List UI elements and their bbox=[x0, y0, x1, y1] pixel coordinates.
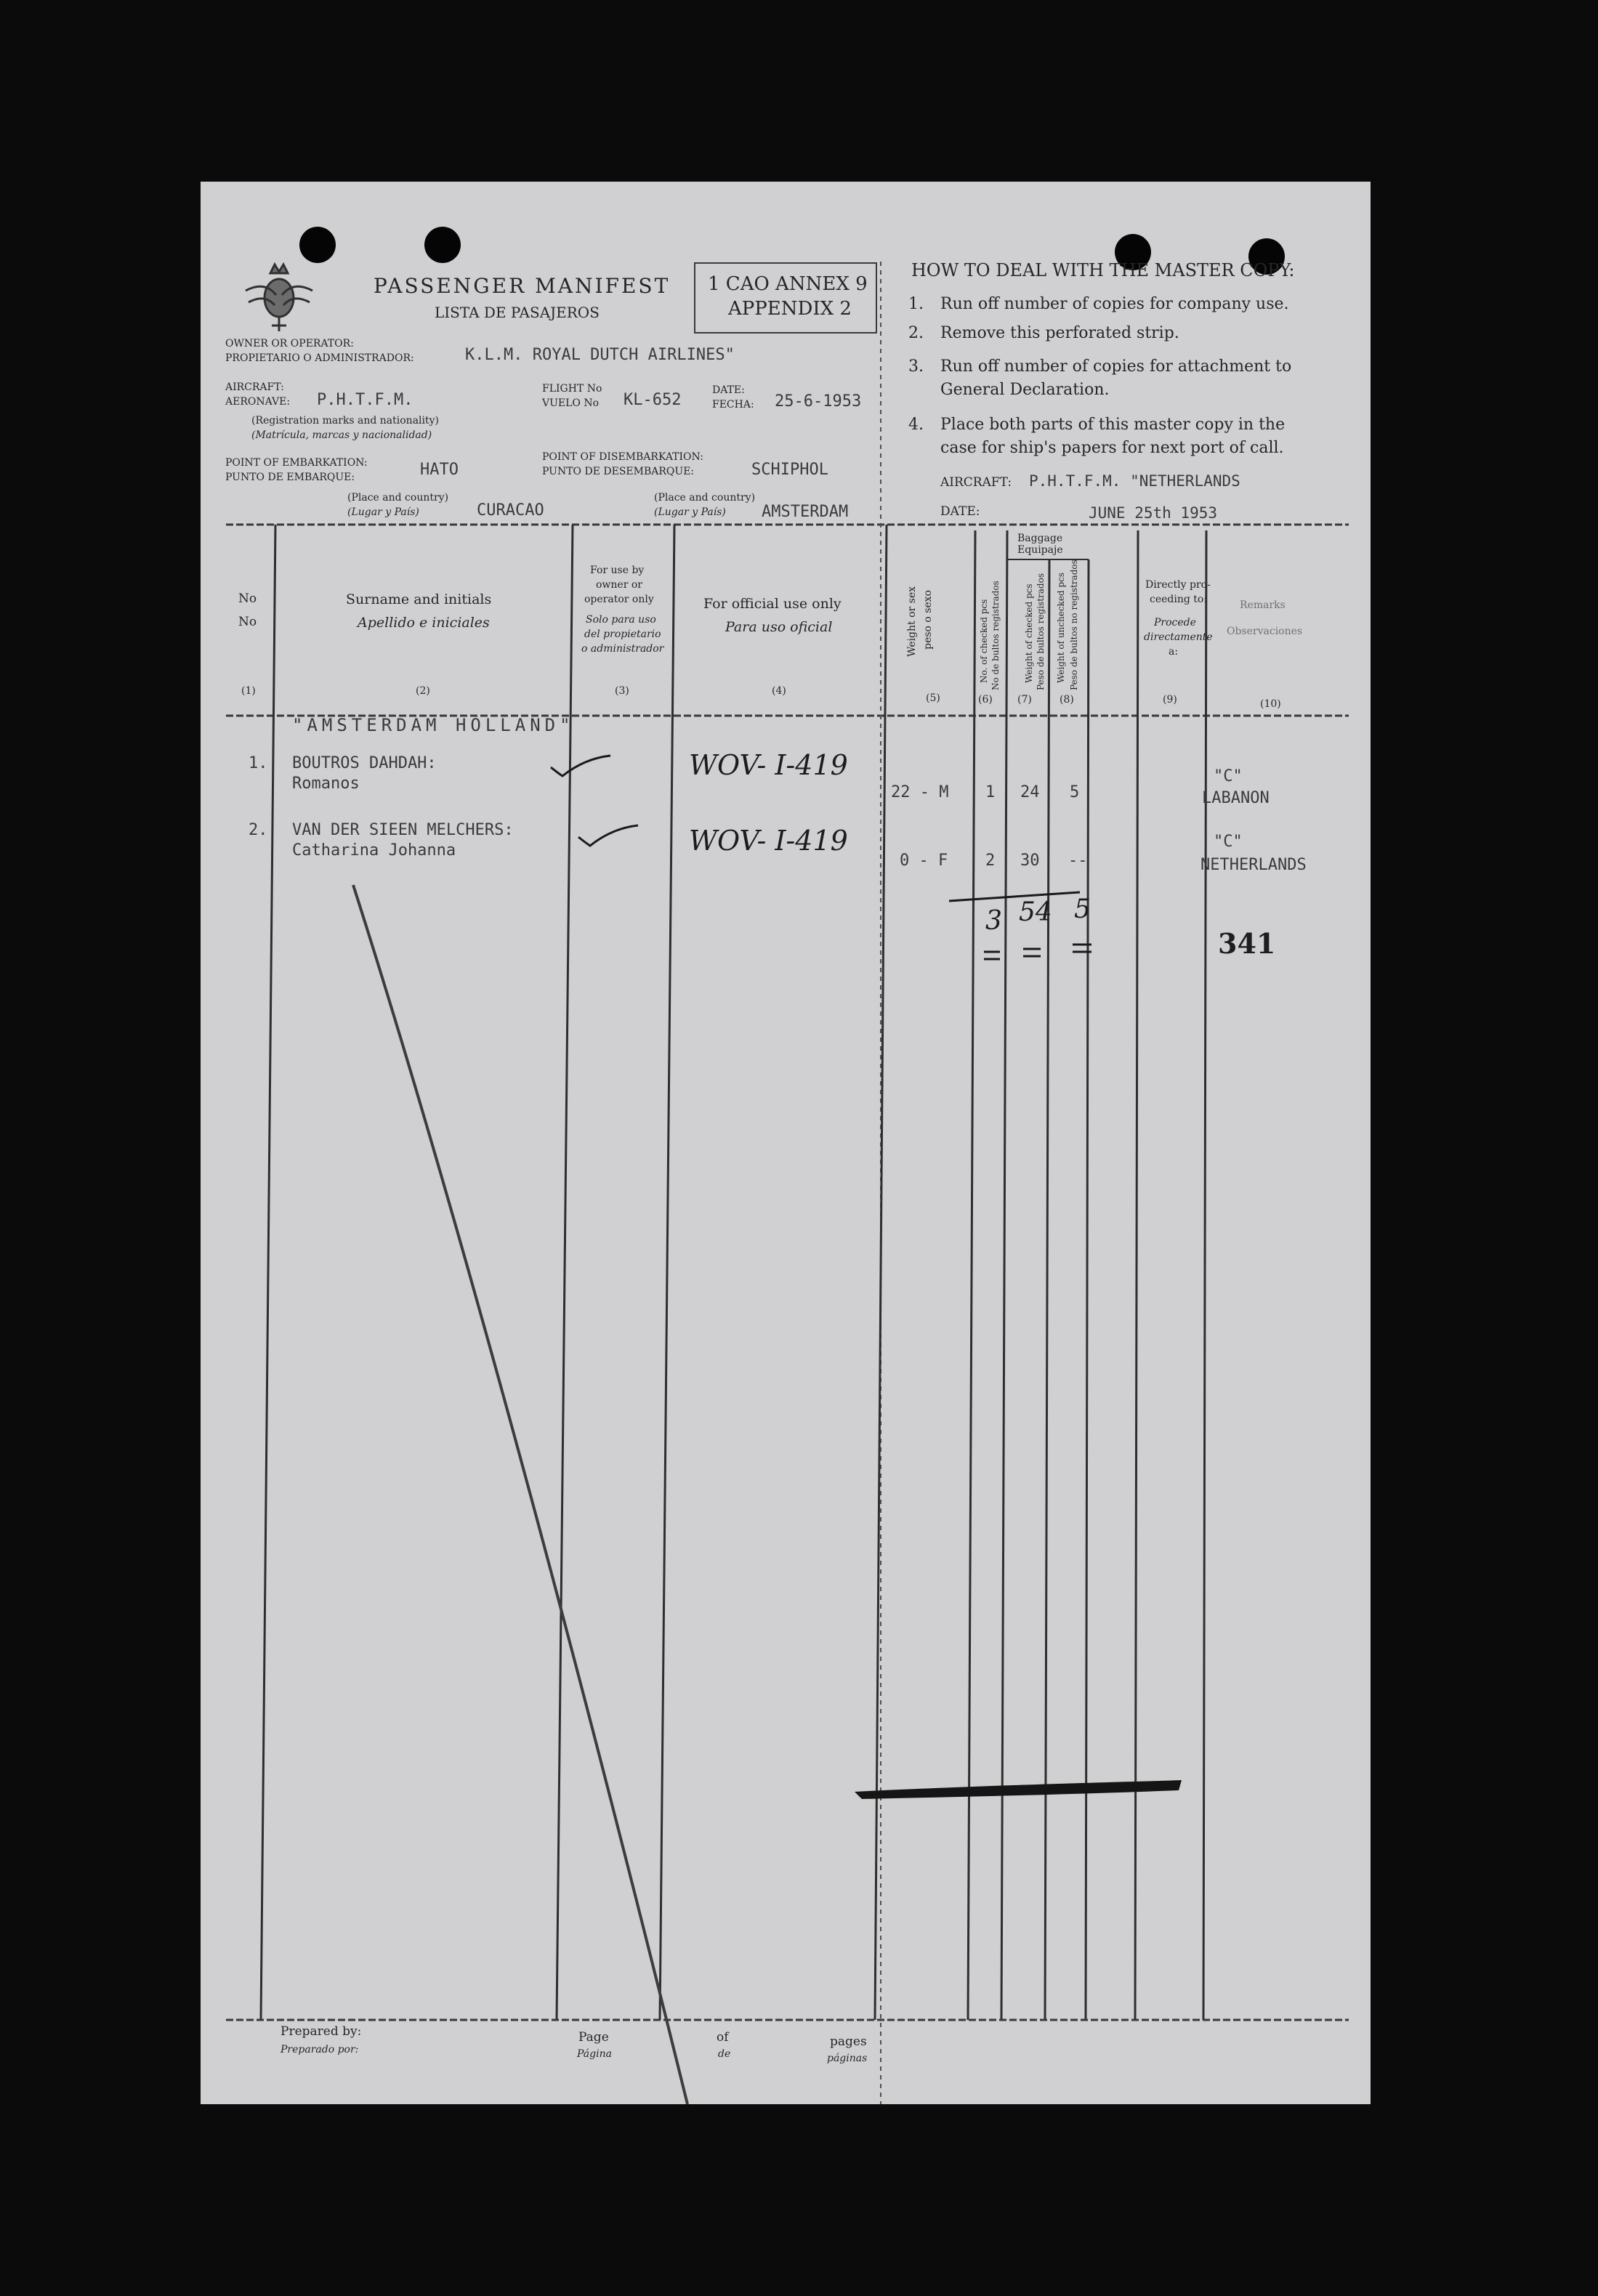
col5-header-2: peso o sexo bbox=[922, 590, 934, 650]
col6-header-2: No de bultos registrados bbox=[990, 581, 1001, 690]
owner-label-es: PROPIETARIO O ADMINISTRADOR: bbox=[225, 352, 414, 364]
flight-label-es: VUELO No bbox=[542, 397, 600, 409]
col9-header-1: Directly pro- bbox=[1145, 579, 1211, 591]
row-1-checked-weight: 24 bbox=[1020, 783, 1040, 801]
instruction-2-text: Remove this perforated strip. bbox=[940, 324, 1179, 342]
col6-header-1: No. of checked pcs bbox=[979, 599, 989, 683]
col8-header-2: Peso de bultos no registrados bbox=[1069, 559, 1079, 690]
instruction-3-num: 3. bbox=[908, 357, 924, 376]
appendix-line1: 1 CAO ANNEX 9 bbox=[708, 273, 868, 295]
stamp-number: 341 bbox=[1218, 927, 1276, 960]
row-2-official-code: WOV- I-419 bbox=[689, 825, 848, 857]
embark-note-es: (Lugar y País) bbox=[347, 506, 419, 518]
instruction-2-num: 2. bbox=[908, 324, 924, 342]
col10-header-2: Observaciones bbox=[1227, 626, 1303, 637]
aircraft-note-en: (Registration marks and nationality) bbox=[251, 415, 439, 427]
disembark-label-es: PUNTO DE DESEMBARQUE: bbox=[542, 466, 695, 477]
total-checked-weight: 54 bbox=[1019, 897, 1052, 927]
col3-number: (3) bbox=[615, 685, 629, 697]
aircraft-note-es: (Matrícula, marcas y nacionalidad) bbox=[251, 429, 432, 441]
footer-of-es: de bbox=[718, 2048, 731, 2060]
date-value: 25-6-1953 bbox=[775, 392, 862, 411]
instruction-4-num: 4. bbox=[908, 416, 924, 434]
row-2-remark-code: "C" bbox=[1214, 833, 1243, 851]
date-label-es: FECHA: bbox=[712, 399, 754, 411]
baggage-header-1: Baggage bbox=[1017, 533, 1063, 544]
footer-pages-en: pages bbox=[830, 2034, 867, 2049]
instruction-1-text: Run off number of copies for company use. bbox=[940, 295, 1289, 313]
flight-value: KL-652 bbox=[624, 391, 682, 409]
disembark-value: SCHIPHOL bbox=[751, 461, 828, 479]
row-2-checked-pcs: 2 bbox=[985, 852, 996, 870]
col2-header-en: Surname and initials bbox=[346, 591, 492, 607]
row-1-checked-pcs: 1 bbox=[985, 783, 996, 801]
col3-header-3: operator only bbox=[584, 594, 654, 605]
col4-header-es: Para uso oficial bbox=[725, 619, 833, 635]
aircraft-label-en: AIRCRAFT: bbox=[225, 381, 284, 393]
footer-prepared-en: Prepared by: bbox=[281, 2024, 362, 2039]
instruction-3-text-2: General Declaration. bbox=[940, 381, 1110, 399]
col3-header-4: Solo para uso bbox=[586, 614, 656, 626]
total-checked-pcs: 3 bbox=[985, 906, 1002, 936]
col5-header-1: Weight or sex bbox=[906, 586, 918, 657]
col8-header-1: Weight of unchecked pcs bbox=[1056, 573, 1066, 683]
col2-number: (2) bbox=[416, 685, 430, 697]
col3-header-2: owner or bbox=[596, 579, 642, 591]
col9-number: (9) bbox=[1163, 694, 1177, 706]
col3-header-5: del propietario bbox=[584, 628, 661, 640]
col7-header-1: Weight of checked pcs bbox=[1024, 583, 1034, 683]
embark-country: CURACAO bbox=[477, 501, 544, 520]
disembark-note-en: (Place and country) bbox=[654, 492, 756, 504]
disembark-country: AMSTERDAM bbox=[762, 503, 849, 521]
footer-page-es: Página bbox=[577, 2048, 612, 2060]
col3-header-1: For use by bbox=[590, 565, 645, 576]
footer-page-en: Page bbox=[578, 2030, 609, 2045]
date-label-en: DATE: bbox=[712, 384, 745, 396]
instruction-4-text-2: case for ship's papers for next port of call. bbox=[940, 439, 1284, 457]
footer-of-en: of bbox=[717, 2030, 729, 2045]
row-1-official-code: WOV- I-419 bbox=[689, 749, 848, 781]
instruction-3-text: Run off number of copies for attachment to bbox=[940, 357, 1292, 376]
instructions-date-value: JUNE 25th 1953 bbox=[1089, 504, 1218, 522]
embark-label-en: POINT OF EMBARKATION: bbox=[225, 457, 368, 469]
col7-header-2: Peso de bultos registrados bbox=[1036, 573, 1046, 690]
footer-prepared-es: Preparado por: bbox=[281, 2044, 359, 2056]
row-1-unchecked-weight: 5 bbox=[1070, 783, 1080, 801]
total-unchecked-weight: 5 bbox=[1074, 894, 1091, 924]
instructions-title: HOW TO DEAL WITH THE MASTER COPY: bbox=[911, 260, 1295, 280]
col9-header-3: Procede bbox=[1154, 617, 1196, 628]
owner-value: K.L.M. ROYAL DUTCH AIRLINES" bbox=[465, 346, 735, 364]
col4-header-en: For official use only bbox=[703, 596, 842, 612]
form-subtitle: LISTA DE PASAJEROS bbox=[435, 304, 600, 321]
flight-label-en: FLIGHT No bbox=[542, 383, 602, 395]
row-1-given-name: Romanos bbox=[292, 775, 360, 793]
baggage-header-2: Equipaje bbox=[1017, 544, 1063, 556]
manifest-page bbox=[201, 182, 1371, 2104]
row-1-remark-code: "C" bbox=[1214, 767, 1243, 785]
aircraft-label-es: AERONAVE: bbox=[225, 396, 291, 408]
disembark-note-es: (Lugar y País) bbox=[654, 506, 726, 518]
row-2-checked-weight: 30 bbox=[1020, 852, 1040, 870]
col1-header-en: No bbox=[238, 591, 257, 606]
instructions-date-label: DATE: bbox=[940, 504, 980, 519]
col5-number: (5) bbox=[926, 692, 940, 704]
col2-header-es: Apellido e iniciales bbox=[358, 615, 490, 631]
row-2-remark-country: NETHERLANDS bbox=[1200, 856, 1307, 874]
form-title: PASSENGER MANIFEST bbox=[374, 274, 671, 298]
row-1-number: 1. bbox=[249, 754, 268, 772]
col9-header-4: directamente bbox=[1144, 631, 1213, 643]
col6-number: (6) bbox=[978, 694, 993, 706]
aircraft-value: P.H.T.F.M. bbox=[317, 391, 413, 409]
row-1-surname: BOUTROS DAHDAH: bbox=[292, 754, 437, 772]
route-header: "AMSTERDAM HOLLAND" bbox=[292, 715, 575, 735]
footer-pages-es: páginas bbox=[827, 2053, 868, 2064]
col3-header-6: o administrador bbox=[581, 643, 664, 655]
owner-label-en: OWNER OR OPERATOR: bbox=[225, 338, 354, 349]
row-2-surname: VAN DER SIEEN MELCHERS: bbox=[292, 821, 514, 839]
embark-label-es: PUNTO DE EMBARQUE: bbox=[225, 472, 355, 483]
row-2-unchecked-weight: -- bbox=[1068, 852, 1088, 870]
col8-number: (8) bbox=[1060, 694, 1074, 706]
col9-header-5: a: bbox=[1169, 646, 1179, 658]
col9-header-2: ceeding to: bbox=[1150, 594, 1208, 605]
embark-value: HATO bbox=[420, 461, 459, 479]
col1-header-es: No bbox=[238, 615, 257, 629]
col10-header-1: Remarks bbox=[1240, 599, 1286, 611]
instruction-4-text: Place both parts of this master copy in the bbox=[940, 416, 1286, 434]
col10-number: (10) bbox=[1260, 698, 1281, 710]
col7-number: (7) bbox=[1017, 694, 1032, 706]
col4-number: (4) bbox=[772, 685, 786, 697]
row-2-given-name: Catharina Johanna bbox=[292, 841, 456, 860]
row-1-weight-sex: 22 - M bbox=[891, 783, 949, 801]
embark-note-en: (Place and country) bbox=[347, 492, 449, 504]
instructions-aircraft-value: P.H.T.F.M. "NETHERLANDS bbox=[1029, 472, 1240, 490]
row-2-number: 2. bbox=[249, 821, 268, 839]
col1-number: (1) bbox=[241, 685, 256, 697]
row-2-weight-sex: 0 - F bbox=[900, 852, 948, 870]
instruction-1-num: 1. bbox=[908, 295, 924, 313]
disembark-label-en: POINT OF DISEMBARKATION: bbox=[542, 451, 703, 463]
appendix-line2: APPENDIX 2 bbox=[728, 298, 852, 320]
klm-crown-logo-icon bbox=[246, 264, 312, 331]
instructions-aircraft-label: AIRCRAFT: bbox=[940, 475, 1012, 490]
row-1-remark-country: LABANON bbox=[1202, 789, 1270, 807]
